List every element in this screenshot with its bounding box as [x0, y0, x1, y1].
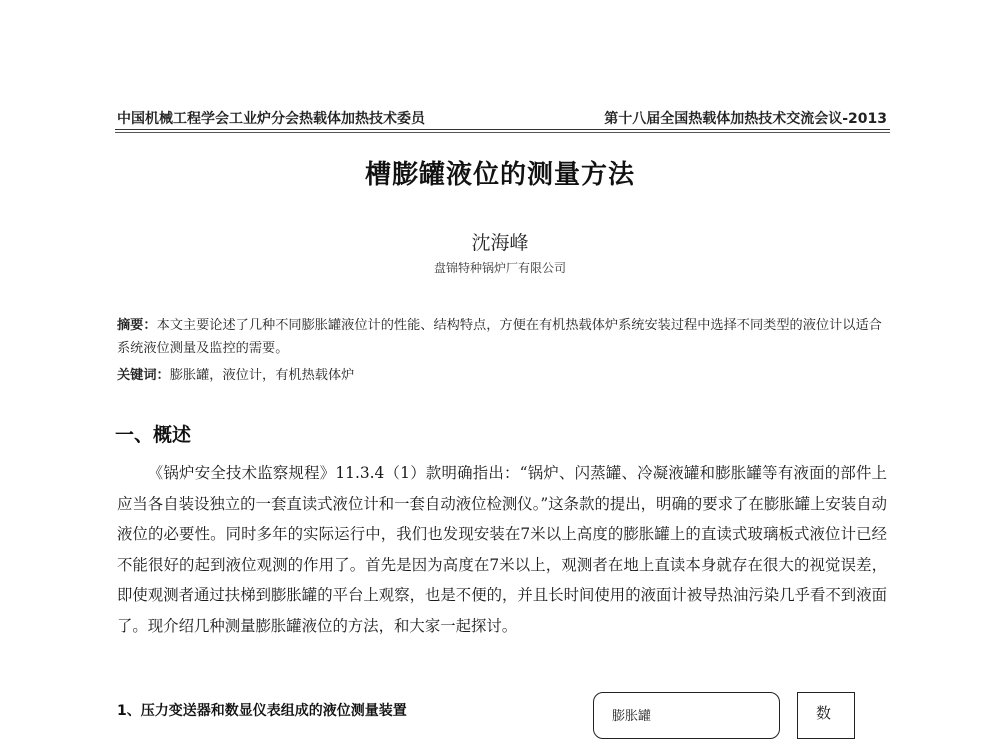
figure-display-label: 数: [816, 704, 832, 722]
keywords-label: 关键词：: [117, 368, 170, 383]
paper-title: 槽膨罐液位的测量方法: [364, 160, 635, 190]
running-header-left: 中国机械工程学会工业炉分会热载体加热技术委员: [117, 111, 425, 127]
figure-tank-box: [593, 692, 780, 739]
running-header-right: 第十八届全国热载体加热技术交流会议-2013: [604, 111, 887, 127]
abstract: [117, 314, 887, 360]
abstract-label: 摘要：: [117, 318, 157, 333]
abstract-text: 本文主要论述了几种不同膨胀罐液位计的性能、结构特点，方便在有机热载体炉系统安装过程中选择不同类型的液位计以适合系统液位测量及监控的需要。: [117, 318, 882, 356]
figure-display-box: [797, 692, 855, 739]
body-paragraph: 《锅炉安全技术监察规程》11.3.4（1）款明确指出：“锅炉、闪蒸罐、冷凝液罐和膨胀罐等有液面的部件上应当各自装设独立的一套直读式液位计和一套自动液位检测仪。”这条款的提出，明确的要求了在膨胀罐上安装自动液位的必要性。同时多年的实际运行中，我们也发现安装在7米以上高度的膨胀罐上的直读式玻璃板式液位计已经不能很好的起到液位观测的作用了。首先是因为高度在7米以上，观测者在地上直读本身就存在很大的视觉误差，即使观测者通过扶梯到膨胀罐的平台上观察，也是不便的，并且长时间使用的液面计被导热油污染几乎看不到液面了。现介绍几种测量膨胀罐液位的方法，和大家一起探讨。: [117, 464, 887, 635]
author-affiliation: 盘锦特种锅炉厂有限公司: [433, 261, 566, 275]
header-rule: [115, 129, 890, 130]
header-rule-thin: [115, 132, 890, 133]
keywords: [117, 364, 887, 383]
author-name: 沈海峰: [471, 232, 529, 254]
body-text: [117, 458, 887, 641]
section-heading: 一、概述: [115, 424, 192, 446]
subsection-heading: 1、压力变送器和数显仪表组成的液位测量装置: [117, 703, 407, 719]
figure-tank-label: 膨胀罐: [612, 709, 652, 724]
keywords-text: 膨胀罐，液位计，有机热载体炉: [169, 368, 355, 383]
